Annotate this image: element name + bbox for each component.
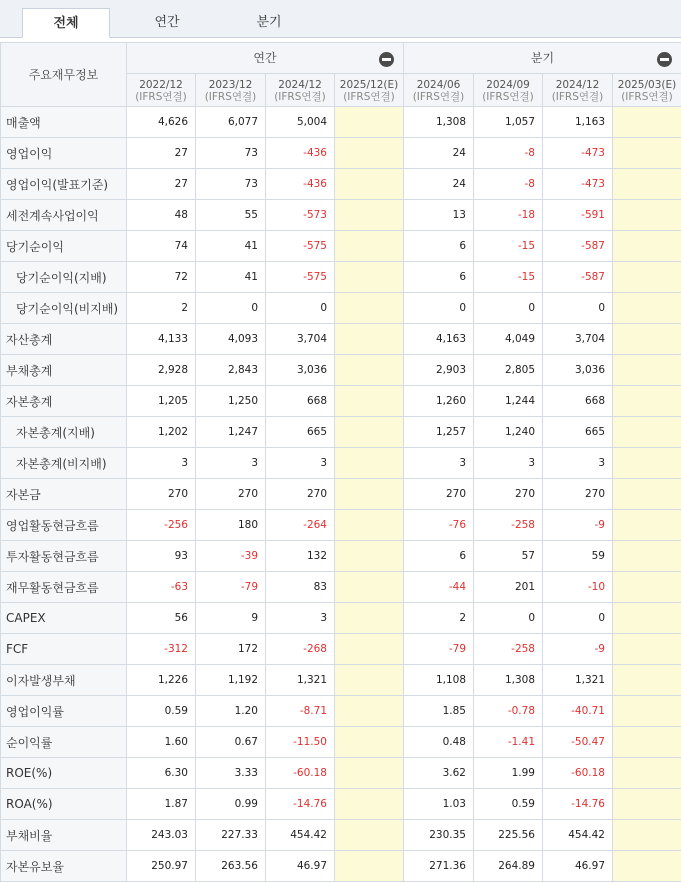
table-row <box>1 541 681 572</box>
table-cell <box>613 386 681 417</box>
table-cell: 24 <box>404 169 474 200</box>
table-cell: 0.99 <box>196 789 266 820</box>
table-cell: 3,036 <box>543 355 613 386</box>
table-cell: 4,093 <box>196 324 266 355</box>
period-basis: (IFRS연결) <box>482 91 534 103</box>
table-cell: 1,257 <box>404 417 474 448</box>
table-cell: 668 <box>543 386 613 417</box>
table-cell: 9 <box>196 603 266 634</box>
table-cell: 27 <box>127 169 196 200</box>
table-cell: 3 <box>196 448 266 479</box>
table-cell: 132 <box>266 541 335 572</box>
table-cell: 1,244 <box>474 386 543 417</box>
table-cell: 4,133 <box>127 324 196 355</box>
period-date: 2024/12 <box>555 79 600 91</box>
table-cell: -575 <box>266 231 335 262</box>
table-cell: -258 <box>474 634 543 665</box>
table-cell: 6 <box>404 541 474 572</box>
period-basis: (IFRS연결) <box>412 91 465 103</box>
table-cell: 172 <box>196 634 266 665</box>
table-cell: 0.59 <box>474 789 543 820</box>
table-cell <box>335 169 404 200</box>
table-cell <box>335 541 404 572</box>
table-cell: 2,805 <box>474 355 543 386</box>
table-cell: 6.30 <box>127 758 196 789</box>
table-cell: -14.76 <box>266 789 335 820</box>
table-cell: 0 <box>196 293 266 324</box>
table-cell: 3.62 <box>404 758 474 789</box>
period-header <box>474 74 543 107</box>
table-cell <box>335 355 404 386</box>
period-basis: (IFRS연결) <box>274 91 326 103</box>
table-cell: -50.47 <box>543 727 613 758</box>
table-cell: -60.18 <box>543 758 613 789</box>
table-cell: 270 <box>474 479 543 510</box>
table-cell: 5,004 <box>266 107 335 138</box>
table-cell <box>613 324 681 355</box>
table-cell: 1,308 <box>404 107 474 138</box>
table-cell: 1,308 <box>474 665 543 696</box>
table-cell: 3 <box>543 448 613 479</box>
row-label: 자본총계(비지배) <box>1 448 127 479</box>
table-cell <box>335 386 404 417</box>
row-label: FCF <box>1 634 127 665</box>
annual-group-title: 연간 <box>253 51 277 65</box>
period-header <box>613 74 681 107</box>
row-label: 부채비율 <box>1 820 127 851</box>
table-cell: 3,704 <box>543 324 613 355</box>
table-cell: -587 <box>543 262 613 293</box>
table-cell: 0 <box>474 293 543 324</box>
table-cell: -8 <box>474 169 543 200</box>
table-cell <box>335 510 404 541</box>
table-cell: 59 <box>543 541 613 572</box>
period-date: 2023/12 <box>208 79 253 91</box>
table-cell: 230.35 <box>404 820 474 851</box>
table-row <box>1 293 681 324</box>
table-cell: 0 <box>266 293 335 324</box>
collapse-annual-icon[interactable] <box>379 52 394 67</box>
table-cell: 46.97 <box>266 851 335 882</box>
table-cell: 270 <box>196 479 266 510</box>
quarter-group-header <box>404 43 681 74</box>
row-label: 당기순이익(지배) <box>1 262 127 293</box>
table-cell: -473 <box>543 138 613 169</box>
table-row <box>1 789 681 820</box>
table-cell: 48 <box>127 200 196 231</box>
table-cell <box>613 820 681 851</box>
table-cell: 1,202 <box>127 417 196 448</box>
table-cell: 3.33 <box>196 758 266 789</box>
tab-annual[interactable]: 연간 <box>154 15 180 30</box>
table-cell: 4,049 <box>474 324 543 355</box>
tab-all[interactable]: 전체 <box>22 8 110 38</box>
table-cell <box>613 138 681 169</box>
period-header <box>335 74 404 107</box>
table-cell: -15 <box>474 262 543 293</box>
table-cell <box>335 727 404 758</box>
table-cell: -436 <box>266 138 335 169</box>
table-cell: 1,192 <box>196 665 266 696</box>
table-cell: 24 <box>404 138 474 169</box>
table-cell: 2 <box>404 603 474 634</box>
table-cell: -76 <box>404 510 474 541</box>
table-cell: 1.20 <box>196 696 266 727</box>
table-cell: 1,057 <box>474 107 543 138</box>
table-cell: 4,163 <box>404 324 474 355</box>
tab-quarter[interactable]: 분기 <box>256 15 282 30</box>
row-label: 당기순이익 <box>1 231 127 262</box>
table-cell: 41 <box>196 262 266 293</box>
table-cell: -0.78 <box>474 696 543 727</box>
row-label: 영업이익(발표기준) <box>1 169 127 200</box>
table-cell: 56 <box>127 603 196 634</box>
table-cell: 73 <box>196 169 266 200</box>
table-cell: -264 <box>266 510 335 541</box>
table-cell: 668 <box>266 386 335 417</box>
table-cell: 1.03 <box>404 789 474 820</box>
table-cell <box>335 851 404 882</box>
table-cell: 6,077 <box>196 107 266 138</box>
table-row <box>1 603 681 634</box>
period-basis: (IFRS연결) <box>135 91 187 103</box>
table-cell: 1,321 <box>543 665 613 696</box>
table-cell: 270 <box>543 479 613 510</box>
table-cell <box>335 572 404 603</box>
table-cell <box>335 231 404 262</box>
row-label: 투자활동현금흐름 <box>1 541 127 572</box>
period-date: 2024/12 <box>278 79 322 91</box>
row-label: 당기순이익(비지배) <box>1 293 127 324</box>
period-basis: (IFRS연결) <box>343 91 395 103</box>
table-cell: -1.41 <box>474 727 543 758</box>
table-cell: 1.99 <box>474 758 543 789</box>
table-cell <box>613 479 681 510</box>
table-cell: -11.50 <box>266 727 335 758</box>
table-row <box>1 169 681 200</box>
row-label: 영업활동현금흐름 <box>1 510 127 541</box>
table-cell: -39 <box>196 541 266 572</box>
table-cell: 227.33 <box>196 820 266 851</box>
table-row <box>1 510 681 541</box>
table-cell: 1,321 <box>266 665 335 696</box>
table-cell: 1,247 <box>196 417 266 448</box>
row-label: ROA(%) <box>1 789 127 820</box>
table-cell: 0 <box>543 293 613 324</box>
period-date: 2022/12 <box>139 79 183 91</box>
table-cell <box>613 572 681 603</box>
period-basis: (IFRS연결) <box>621 91 673 103</box>
table-cell: 1.60 <box>127 727 196 758</box>
table-cell <box>613 169 681 200</box>
table-cell: 270 <box>266 479 335 510</box>
table-cell: 27 <box>127 138 196 169</box>
table-cell: 0 <box>474 603 543 634</box>
row-label: ROE(%) <box>1 758 127 789</box>
table-cell <box>613 789 681 820</box>
table-body <box>1 107 681 882</box>
table-cell <box>335 634 404 665</box>
table-cell <box>613 510 681 541</box>
table-cell <box>335 200 404 231</box>
table-cell: 3 <box>404 448 474 479</box>
table-cell: 0 <box>404 293 474 324</box>
table-cell: -9 <box>543 634 613 665</box>
table-cell: -473 <box>543 169 613 200</box>
table-cell: 270 <box>404 479 474 510</box>
table-cell: 73 <box>196 138 266 169</box>
table-cell: 1,108 <box>404 665 474 696</box>
table-cell <box>613 355 681 386</box>
table-cell <box>613 696 681 727</box>
period-header <box>404 74 474 107</box>
table-cell: 1,240 <box>474 417 543 448</box>
period-date: 2024/06 <box>416 79 461 91</box>
table-cell: 2,843 <box>196 355 266 386</box>
table-cell: 225.56 <box>474 820 543 851</box>
row-label: 자본금 <box>1 479 127 510</box>
table-cell: 1,205 <box>127 386 196 417</box>
row-header-title: 주요재무정보 <box>1 43 127 107</box>
table-row <box>1 634 681 665</box>
row-label: 순이익률 <box>1 727 127 758</box>
table-cell: 55 <box>196 200 266 231</box>
collapse-quarter-icon[interactable] <box>657 52 672 67</box>
table-cell: -8 <box>474 138 543 169</box>
table-cell: -9 <box>543 510 613 541</box>
table-cell: 263.56 <box>196 851 266 882</box>
table-cell <box>613 727 681 758</box>
table-cell: 46.97 <box>543 851 613 882</box>
table-cell: 83 <box>266 572 335 603</box>
table-cell <box>335 293 404 324</box>
row-label: 자산총계 <box>1 324 127 355</box>
period-basis: (IFRS연결) <box>551 91 604 103</box>
table-cell: 2,928 <box>127 355 196 386</box>
table-cell <box>335 789 404 820</box>
table-cell: -79 <box>196 572 266 603</box>
period-basis: (IFRS연결) <box>204 91 257 103</box>
table-cell: 3 <box>474 448 543 479</box>
row-label: 영업이익 <box>1 138 127 169</box>
table-cell: 72 <box>127 262 196 293</box>
tab-bar <box>0 0 681 38</box>
table-cell: 93 <box>127 541 196 572</box>
table-cell: 74 <box>127 231 196 262</box>
table-cell: -15 <box>474 231 543 262</box>
table-cell: -63 <box>127 572 196 603</box>
table-cell: 13 <box>404 200 474 231</box>
table-cell: 454.42 <box>543 820 613 851</box>
table-row <box>1 355 681 386</box>
table-cell: 454.42 <box>266 820 335 851</box>
table-cell: -436 <box>266 169 335 200</box>
table-cell <box>335 820 404 851</box>
table-cell: 3 <box>127 448 196 479</box>
table-cell: 57 <box>474 541 543 572</box>
table-cell: 0.59 <box>127 696 196 727</box>
table-cell <box>335 324 404 355</box>
period-date: 2024/09 <box>486 79 530 91</box>
table-cell: -44 <box>404 572 474 603</box>
table-cell <box>613 448 681 479</box>
annual-group-header <box>127 43 404 74</box>
period-header <box>543 74 613 107</box>
table-cell: -573 <box>266 200 335 231</box>
table-cell: 6 <box>404 231 474 262</box>
table-cell <box>613 665 681 696</box>
table-cell: 1,250 <box>196 386 266 417</box>
quarter-group-title: 분기 <box>530 51 555 65</box>
table-cell <box>613 262 681 293</box>
table-cell: -10 <box>543 572 613 603</box>
table-cell: 3,036 <box>266 355 335 386</box>
row-label: 자본유보율 <box>1 851 127 882</box>
table-cell: -575 <box>266 262 335 293</box>
table-row <box>1 665 681 696</box>
table-cell: 41 <box>196 231 266 262</box>
table-cell <box>613 603 681 634</box>
period-header <box>127 74 196 107</box>
table-row <box>1 138 681 169</box>
table-cell: 665 <box>266 417 335 448</box>
table-cell: 201 <box>474 572 543 603</box>
table-cell: -8.71 <box>266 696 335 727</box>
period-date: 2025/12(E) <box>339 79 399 91</box>
table-cell: -256 <box>127 510 196 541</box>
table-row <box>1 417 681 448</box>
table-cell: 243.03 <box>127 820 196 851</box>
row-label: 이자발생부채 <box>1 665 127 696</box>
row-label: CAPEX <box>1 603 127 634</box>
table-row <box>1 696 681 727</box>
table-cell: 180 <box>196 510 266 541</box>
table-cell: 3 <box>266 448 335 479</box>
table-cell <box>613 758 681 789</box>
table-cell <box>335 107 404 138</box>
row-label: 세전계속사업이익 <box>1 200 127 231</box>
table-cell: 264.89 <box>474 851 543 882</box>
table-cell: 3,704 <box>266 324 335 355</box>
table-row <box>1 324 681 355</box>
table-row <box>1 262 681 293</box>
table-cell <box>335 603 404 634</box>
table-cell: 0.67 <box>196 727 266 758</box>
table-cell: 1,163 <box>543 107 613 138</box>
table-cell: 1,226 <box>127 665 196 696</box>
table-cell <box>613 541 681 572</box>
table-cell: -60.18 <box>266 758 335 789</box>
table-cell: 250.97 <box>127 851 196 882</box>
table-row <box>1 448 681 479</box>
table-cell: 1.85 <box>404 696 474 727</box>
table-cell: 2,903 <box>404 355 474 386</box>
table-cell <box>613 851 681 882</box>
table-cell: -18 <box>474 200 543 231</box>
table-cell <box>335 696 404 727</box>
table-cell: 271.36 <box>404 851 474 882</box>
table-cell: 4,626 <box>127 107 196 138</box>
table-row <box>1 820 681 851</box>
financial-highlights-table <box>0 42 681 882</box>
table-cell: 6 <box>404 262 474 293</box>
period-date: 2025/03(E) <box>617 79 677 91</box>
table-cell: -40.71 <box>543 696 613 727</box>
table-cell <box>335 448 404 479</box>
table-cell: 2 <box>127 293 196 324</box>
table-row <box>1 758 681 789</box>
row-label: 자본총계 <box>1 386 127 417</box>
table-cell <box>335 138 404 169</box>
table-cell: -312 <box>127 634 196 665</box>
table-cell <box>335 758 404 789</box>
row-label: 재무활동현금흐름 <box>1 572 127 603</box>
table-cell: -591 <box>543 200 613 231</box>
table-cell: 1,260 <box>404 386 474 417</box>
table-row <box>1 572 681 603</box>
table-row <box>1 231 681 262</box>
table-cell: 1.87 <box>127 789 196 820</box>
table-cell: -79 <box>404 634 474 665</box>
table-cell <box>613 417 681 448</box>
table-row <box>1 386 681 417</box>
row-label: 부채총계 <box>1 355 127 386</box>
row-label: 자본총계(지배) <box>1 417 127 448</box>
table-row <box>1 200 681 231</box>
table-cell <box>335 262 404 293</box>
row-label: 영업이익률 <box>1 696 127 727</box>
table-cell: 0.48 <box>404 727 474 758</box>
table-cell: 665 <box>543 417 613 448</box>
table-cell: 3 <box>266 603 335 634</box>
table-cell: -268 <box>266 634 335 665</box>
table-cell: 270 <box>127 479 196 510</box>
table-row <box>1 107 681 138</box>
table-cell: 0 <box>543 603 613 634</box>
table-cell <box>335 665 404 696</box>
period-header <box>196 74 266 107</box>
table-cell <box>613 107 681 138</box>
table-cell <box>335 479 404 510</box>
table-cell <box>613 231 681 262</box>
financial-table-wrapper <box>0 42 681 882</box>
row-label: 매출액 <box>1 107 127 138</box>
table-row <box>1 479 681 510</box>
table-cell: -587 <box>543 231 613 262</box>
table-row <box>1 727 681 758</box>
table-row <box>1 851 681 882</box>
table-cell <box>613 293 681 324</box>
table-cell: -14.76 <box>543 789 613 820</box>
table-cell <box>335 417 404 448</box>
table-cell <box>613 200 681 231</box>
table-cell <box>613 634 681 665</box>
table-cell: -258 <box>474 510 543 541</box>
period-header <box>266 74 335 107</box>
